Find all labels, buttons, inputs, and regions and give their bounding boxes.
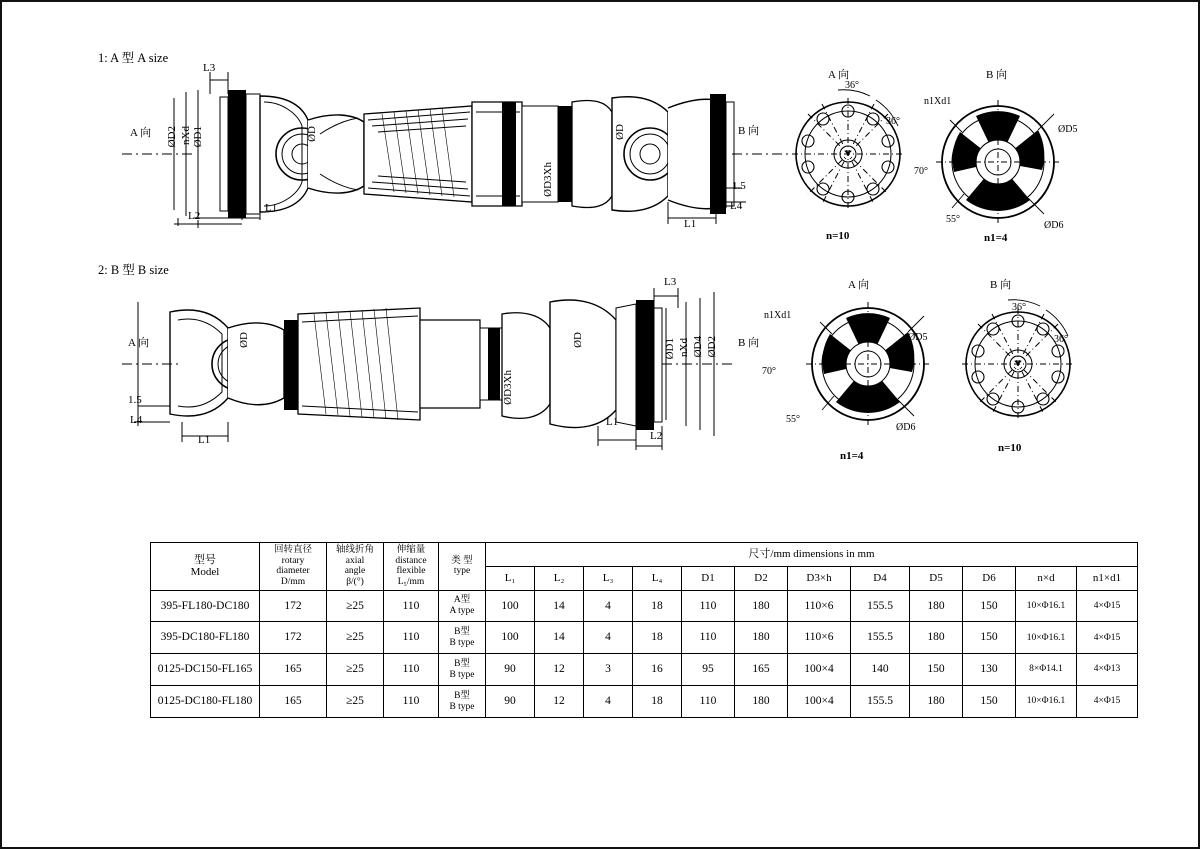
cell-l2: 14 (535, 590, 584, 622)
cell-l4: 18 (633, 686, 682, 718)
cell-d4: 140 (851, 654, 910, 686)
cell-nxd: 8×Φ14.1 (1016, 654, 1077, 686)
cell-d3h: 110×6 (788, 590, 851, 622)
cell-flex: 110 (384, 686, 439, 718)
header-col-d1: D1 (682, 566, 735, 590)
cell-flex: 110 (384, 622, 439, 654)
cell-d6: 150 (963, 622, 1016, 654)
cell-axial: ≥25 (327, 654, 384, 686)
table-row (151, 590, 1138, 622)
label-d1-top: ØD1 (192, 126, 204, 148)
cell-nxd: 10×Φ16.1 (1016, 590, 1077, 622)
label-a-view-top: A 向 (828, 69, 850, 81)
table-row (151, 654, 1138, 686)
cell-d2: 165 (735, 654, 788, 686)
header-col-n1xd1: n1×d1 (1077, 566, 1138, 590)
label-nxd-top: nXd (180, 126, 192, 145)
header-col-l2: L₂ (535, 566, 584, 590)
label-d-bottom-right: ØD (572, 332, 584, 348)
label-l3-bottom: L3 (664, 276, 677, 288)
cell-rotary: 165 (260, 686, 327, 718)
label-l1-top-right: L1 (684, 218, 697, 230)
label-d2-bottom: ØD2 (706, 336, 718, 358)
label-n1xd1-bottom: n1Xd1 (764, 310, 792, 321)
label-l1-top-left: L1 (265, 202, 278, 214)
cell-d2: 180 (735, 590, 788, 622)
header-col-d2: D2 (735, 566, 788, 590)
table-row (151, 686, 1138, 718)
cell-d2: 180 (735, 686, 788, 718)
cell-l3: 4 (584, 622, 633, 654)
label-15-top: 1.5 (732, 180, 746, 192)
label-d6-bottom: ØD6 (896, 422, 916, 433)
label-l4-bottom: L4 (130, 414, 143, 426)
cell-l2: 12 (535, 654, 584, 686)
label-n10-bottom: n=10 (998, 442, 1022, 454)
cell-l4: 18 (633, 622, 682, 654)
label-angle36b-bottom-b: 36° (1054, 334, 1068, 345)
cell-rotary: 172 (260, 590, 327, 622)
label-angle36-bottom-b: 36° (1012, 302, 1026, 313)
cell-d1: 110 (682, 622, 735, 654)
cell-flex: 110 (384, 590, 439, 622)
label-l2-bottom: L2 (650, 430, 663, 442)
cell-d3h: 110×6 (788, 622, 851, 654)
label-n1-4-top: n1=4 (984, 232, 1008, 244)
label-b-direction-bottom: B 向 (738, 337, 760, 349)
label-d2-top: ØD2 (166, 126, 178, 148)
label-angle70-top: 70° (914, 166, 928, 177)
cell-l1: 90 (486, 654, 535, 686)
label-d1-bottom: ØD1 (664, 338, 676, 360)
cell-d5: 180 (910, 686, 963, 718)
label-l1-bottom-left: L1 (198, 434, 211, 446)
table-header-row-1 (151, 543, 1138, 567)
label-b-view-bottom: B 向 (990, 279, 1012, 291)
label-l4-top: L4 (730, 200, 743, 212)
label-d-bottom-left: ØD (238, 332, 250, 348)
cell-type: B型 B type (439, 622, 486, 654)
label-n1xd1-top: n1Xd1 (924, 96, 952, 107)
label-nxd-bottom: nXd (678, 338, 690, 357)
cell-l4: 18 (633, 590, 682, 622)
cell-l1: 100 (486, 590, 535, 622)
header-axial-angle: 轴线折角 axial angle β/(°) (327, 543, 384, 591)
header-col-nxd: n×d (1016, 566, 1077, 590)
cell-d1: 110 (682, 686, 735, 718)
cell-l1: 100 (486, 622, 535, 654)
cell-model: 0125-DC180-FL180 (151, 686, 260, 718)
header-model: 型号 Model (151, 543, 260, 591)
label-d-top-left: ØD (306, 126, 318, 142)
cell-d5: 180 (910, 590, 963, 622)
cell-axial: ≥25 (327, 622, 384, 654)
label-angle70-bottom: 70° (762, 366, 776, 377)
cell-flex: 110 (384, 654, 439, 686)
label-d4-bottom: ØD4 (692, 336, 704, 358)
label-a-direction-top: A 向 (130, 127, 152, 139)
label-angle36b-top-a: 36° (886, 116, 900, 127)
label-a-direction-bottom: A 向 (128, 337, 150, 349)
label-d3xh-bottom: ØD3Xh (502, 370, 514, 405)
label-angle55-bottom: 55° (786, 414, 800, 425)
cell-d6: 150 (963, 686, 1016, 718)
header-dimensions: 尺寸/mm dimensions in mm (486, 543, 1138, 567)
cell-d2: 180 (735, 622, 788, 654)
header-flexible-distance: 伸缩量 distance flexible L₅/mm (384, 543, 439, 591)
cell-nxd: 10×Φ16.1 (1016, 622, 1077, 654)
cell-n1xd1: 4×Φ15 (1077, 590, 1138, 622)
header-col-l1: L₁ (486, 566, 535, 590)
cell-nxd: 10×Φ16.1 (1016, 686, 1077, 718)
cell-d5: 180 (910, 622, 963, 654)
label-d5-bottom: ØD5 (908, 332, 928, 343)
cell-d5: 150 (910, 654, 963, 686)
cell-type: B型 B type (439, 686, 486, 718)
label-d6-top: ØD6 (1044, 220, 1064, 231)
header-col-d6: D6 (963, 566, 1016, 590)
label-d3xh-top: ØD3Xh (542, 162, 554, 197)
label-b-direction-top: B 向 (738, 125, 760, 137)
cell-l3: 4 (584, 686, 633, 718)
label-angle55-top: 55° (946, 214, 960, 225)
header-col-d4: D4 (851, 566, 910, 590)
cell-n1xd1: 4×Φ15 (1077, 622, 1138, 654)
header-col-d5: D5 (910, 566, 963, 590)
label-b-view-top: B 向 (986, 69, 1008, 81)
cell-d6: 130 (963, 654, 1016, 686)
cell-d3h: 100×4 (788, 654, 851, 686)
table-row (151, 622, 1138, 654)
header-col-l4: L₄ (633, 566, 682, 590)
spec-table (150, 542, 1138, 718)
label-n1-4-bottom: n1=4 (840, 450, 864, 462)
cell-l2: 12 (535, 686, 584, 718)
cell-axial: ≥25 (327, 590, 384, 622)
cell-l3: 3 (584, 654, 633, 686)
cell-rotary: 165 (260, 654, 327, 686)
cell-model: 395-FL180-DC180 (151, 590, 260, 622)
label-n10-top: n=10 (826, 230, 850, 242)
cell-type: B型 B type (439, 654, 486, 686)
cell-d6: 150 (963, 590, 1016, 622)
cell-d3h: 100×4 (788, 686, 851, 718)
cell-model: 0125-DC150-FL165 (151, 654, 260, 686)
cell-d4: 155.5 (851, 622, 910, 654)
label-l3-top: L3 (203, 62, 216, 74)
header-col-d3h: D3×h (788, 566, 851, 590)
cell-d4: 155.5 (851, 590, 910, 622)
cell-n1xd1: 4×Φ15 (1077, 686, 1138, 718)
cell-d1: 95 (682, 654, 735, 686)
cell-axial: ≥25 (327, 686, 384, 718)
cell-rotary: 172 (260, 622, 327, 654)
label-a-view-bottom: A 向 (848, 279, 870, 291)
cell-type: A型 A type (439, 590, 486, 622)
header-col-l3: L₃ (584, 566, 633, 590)
cell-l2: 14 (535, 622, 584, 654)
cell-n1xd1: 4×Φ13 (1077, 654, 1138, 686)
header-rotary-diameter: 回转直径 rotary diameter D/mm (260, 543, 327, 591)
cell-d1: 110 (682, 590, 735, 622)
section-title-a: 1: A 型 A size (98, 51, 169, 65)
label-angle36-top-a: 36° (845, 80, 859, 91)
cell-l4: 16 (633, 654, 682, 686)
cell-l3: 4 (584, 590, 633, 622)
label-l1-bottom-right: L1 (606, 416, 619, 428)
label-l2-top: L2 (188, 210, 201, 222)
label-15-bottom: 1.5 (128, 394, 142, 406)
cell-d4: 155.5 (851, 686, 910, 718)
section-title-b: 2: B 型 B size (98, 263, 169, 277)
cell-model: 395-DC180-FL180 (151, 622, 260, 654)
header-type: 类 型 type (439, 543, 486, 591)
cell-l1: 90 (486, 686, 535, 718)
label-d-top-right: ØD (614, 124, 626, 140)
label-d5-top: ØD5 (1058, 124, 1078, 135)
